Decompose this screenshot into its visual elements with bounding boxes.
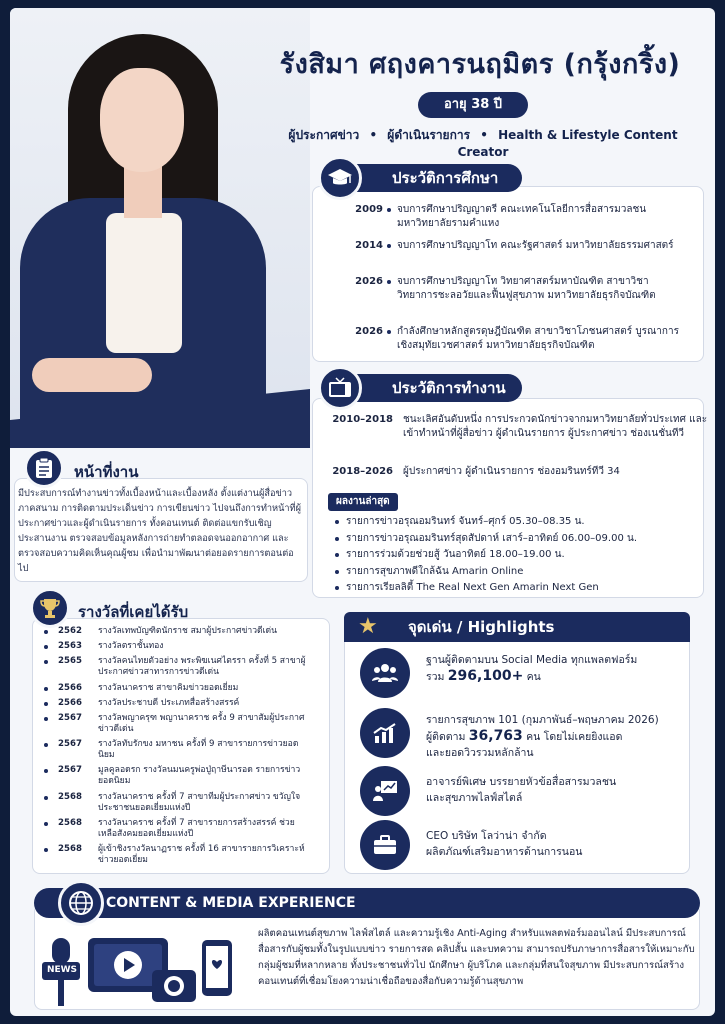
briefcase-icon	[360, 820, 410, 870]
highlight-text	[426, 712, 696, 761]
role-0: ผู้ประกาศข่าว	[288, 128, 360, 142]
award-year: 2568	[58, 791, 82, 802]
award-text: รางวัลตราชั้นทอง	[98, 641, 164, 652]
work-title: ประวัติการทำงาน	[340, 374, 522, 402]
highlight-prefix: ผู้ติดตาม	[426, 731, 469, 743]
award-text: รางวัลทับรักขง มหาชน ครั้งที่ 9 สาขารายการข่าวยอดนิยม	[98, 739, 299, 761]
award-year: 2567	[58, 739, 82, 750]
highlight-text	[426, 652, 696, 685]
work-text: ชนะเลิศอันดับหนึ่ง การประกวดนักข่าวจากมหาวิทยาลัยทั่วประเทศ และเข้าทำหน้าที่ผู้สื่อข่าว ผู้ดำเนินรายการ ผู้ประกาศข่าว ช่องเนชั่นทีวี	[403, 414, 708, 439]
highlight-text	[426, 828, 696, 860]
resume-sheet	[10, 8, 715, 1016]
award-item	[40, 626, 310, 637]
award-text: มูลคูลอดรก รางวัลนมนครูพ่อปู่ฤาษีนารอด รายการข่าวยอดนิยม	[98, 765, 301, 787]
education-text: จบการศึกษาปริญญาโท คณะรัฐศาสตร์ มหาวิทยาลัยธรรมศาสตร์	[397, 240, 674, 251]
highlight-line: CEO บริษัท โลว่าน่า จำกัด	[426, 830, 547, 842]
highlight-line: และสุขภาพไลฟ์สไตล์	[426, 792, 523, 804]
education-year: 2014	[355, 240, 383, 251]
award-year: 2565	[58, 656, 82, 667]
growth-chart-icon	[360, 708, 410, 758]
award-year: 2562	[58, 626, 82, 636]
latest-works-list	[332, 514, 707, 597]
latest-work-item: รายการร่วมด้วยช่วยสู้ วันอาทิตย์ 18.00–19.00 น.	[332, 547, 707, 564]
media-illustration	[40, 924, 240, 1014]
award-year: 2567	[58, 765, 82, 776]
latest-work-item: รายการเรียลลิตี้ The Real Next Gen Amarin Next Gen	[332, 580, 707, 597]
education-year: 2026	[355, 326, 383, 337]
award-item	[40, 818, 310, 840]
education-text: กำลังศึกษาหลักสูตรดุษฎีบัณฑิต สาขาวิชาโภชนศาสตร์ บูรณาการเชิงสมุทัยเวชศาสตร์ มหาวิทยาลัยธุรกิจบัณฑิต	[397, 326, 679, 351]
awards-list	[40, 626, 310, 870]
teacher-icon	[360, 766, 410, 816]
role-separator: •	[369, 128, 378, 142]
education-text: จบการศึกษาปริญญาโท วิทยาศาสตร์มหาบัณฑิต สาขาวิชาวิทยาการชะลอวัยและฟื้นฟูสุขภาพ มหาวิทยาลัยธุรกิจบัณฑิต	[397, 276, 656, 301]
highlight-line: ฐานผู้ติดตามบน Social Media ทุกแพลตฟอร์ม	[426, 654, 638, 666]
person-name: รังสิมา ศฤงคารนฤมิตร (กรุ้งกริ้ง)	[279, 49, 681, 80]
award-item	[40, 641, 310, 652]
award-text: รางวัลนาคราช ครั้งที่ 7 สาขารายการสร้างสรรค์ ช่วยเหลือสังคมยอดเยี่ยมแห่งปี	[98, 817, 295, 839]
highlight-suffix: คน	[523, 671, 541, 683]
award-item	[40, 683, 310, 694]
award-year: 2568	[58, 817, 82, 828]
highlight-suffix: คน โดยไม่เคยยิงแอด	[522, 731, 623, 743]
award-year: 2566	[58, 682, 82, 693]
award-item	[40, 713, 310, 735]
globe-icon	[58, 880, 104, 926]
highlight-line: และยอดวิวรวมหลักล้าน	[426, 747, 534, 759]
work-year: 2018–2026	[332, 466, 393, 477]
award-item	[40, 765, 310, 787]
award-item	[40, 792, 310, 814]
award-item	[40, 656, 310, 678]
work-year: 2010–2018	[332, 414, 393, 425]
award-item	[40, 739, 310, 761]
highlight-text	[426, 774, 696, 806]
education-year: 2026	[355, 276, 383, 287]
star-icon: ★	[358, 614, 378, 639]
graduation-cap-icon	[318, 156, 362, 200]
award-text: รางวัลนาคราช สาขาคิมข่าวยอดเยี่ยม	[98, 682, 239, 693]
award-text: รางวัลพญาครุฑ พญานาคราช ครั้ง 9 สาขาสัมผู้ประกาศข่าวดีเด่น	[98, 712, 305, 734]
latest-work-item: รายการข่าวอรุณอมรินทร์สุดสัปดาห์ เสาร์–อาทิตย์ 06.00–09.00 น.	[332, 531, 707, 548]
news-label: NEWS	[46, 965, 78, 975]
highlight-item	[360, 820, 690, 872]
award-item	[40, 844, 310, 866]
award-text: รางวัลนาคราช ครั้งที่ 7 สาขาทีมผู้ประกาศข่าว ขวัญใจประชาชนยอดเยี่ยมแห่งปี	[98, 791, 301, 813]
highlight-prefix: รวม	[426, 671, 448, 683]
highlight-line: ผลิตภัณฑ์เสริมอาหารด้านการนอน	[426, 846, 583, 858]
trophy-icon	[30, 588, 70, 628]
education-box	[312, 186, 704, 362]
highlight-line: รายการสุขภาพ 101 (กุมภาพันธ์–พฤษภาคม 2026)	[426, 714, 659, 726]
award-item	[40, 698, 310, 709]
role-2: Health & Lifestyle Content Creator	[457, 128, 678, 159]
highlight-item	[360, 766, 690, 818]
highlight-item	[360, 708, 690, 760]
highlight-number: 296,100+	[447, 668, 524, 684]
roles-line	[268, 126, 698, 159]
camera-icon	[152, 970, 196, 1002]
content-media-title: CONTENT & MEDIA EXPERIENCE	[34, 888, 700, 918]
duties-text: มีประสบการณ์ทำงานข่าวทั้งเบื้องหน้าและเบื้องหลัง ตั้งแต่งานผู้สื่อข่าวภาคสนาม การติดตามประเด็นข่าว การเขียนข่าว ไปจนถึงการทำหน้าที่ผู้ประกาศข่าวและผู้ดำเนินรายการ ทั้งคอนเทนต์ ติดต่อแขกรับเชิญ ประสานงาน ตรวจสอบข้อมูลหลังการถ่ายทำตลอดจนออกอากาศ และตรวจสอบความคิดเห็นคุณผู้ชม เพื่อนำมาพัฒนาต่อยอดรายการตอนต่อไป	[18, 488, 301, 574]
highlight-number: 36,763	[468, 728, 523, 744]
award-year: 2566	[58, 697, 82, 708]
role-separator: •	[480, 128, 488, 142]
latest-works-label: ผลงานล่าสุด	[328, 493, 398, 511]
award-year: 2567	[58, 712, 82, 723]
role-1: ผู้ดำเนินรายการ	[387, 128, 471, 142]
age-badge: อายุ 38 ปี	[418, 92, 528, 118]
latest-work-item: รายการข่าวอรุณอมรินทร์ จันทร์–ศุกร์ 05.30–08.35 น.	[332, 514, 707, 531]
award-text: ผู้เข้าชิงรางวัลนาฏราช ครั้งที่ 16 สาขารายการวิเคราะห์ข่าวยอดเยี่ยม	[98, 843, 305, 865]
award-year: 2563	[58, 641, 82, 652]
work-text: ผู้ประกาศข่าว ผู้ดำเนินรายการ ช่องอมรินทร์ทีวี 34	[403, 466, 620, 477]
award-text: รางวัลประชาบดี ประเภทสื่อสร้างสรรค์	[98, 697, 240, 708]
education-text: จบการศึกษาปริญญาตรี คณะเทคโนโลยีการสื่อสารมวลชน มหาวิทยาลัยรามคำแหง	[397, 204, 647, 229]
clipboard-icon	[24, 448, 64, 488]
award-year: 2568	[58, 843, 82, 854]
users-icon	[360, 648, 410, 698]
latest-work-item: รายการสุขภาพดีใกล้ฉัน Amarin Online	[332, 564, 707, 581]
education-year: 2009	[355, 204, 383, 215]
content-media-text: ผลิตคอนเทนต์สุขภาพ ไลฟ์สไตล์ และความรู้เชิง Anti-Aging สำหรับแพลตฟอร์มออนไลน์ มีประสบการณ์สื่อสารกับผู้ชมทั้งในรูปแบบข่าว รายการสด คลิปสั้น และบทความ สามารถปรับภาษาการสื่อสารให้เหมาะกับกลุ่มผู้ชมที่หลากหลาย ทั้งประชาชนทั่วไป นักศึกษา ผู้บริโภค และกลุ่มที่สนใจสุขภาพ มีประสบการณ์สร้างคอนเทนต์ที่เชื่อมโยงความน่าเชื่อถือของสื่อกับความรู้ด้านสุขภาพ	[258, 928, 695, 987]
smartphone-icon	[202, 940, 232, 996]
duties-title: หน้าที่งาน	[74, 463, 139, 481]
award-text: รางวัลเทพบัญฑิตนักราช สมาผู้ประกาศข่าวดีเด่น	[98, 626, 278, 636]
highlight-line: อาจารย์พิเศษ บรรยายหัวข้อสื่อสารมวลชน	[426, 776, 617, 788]
highlights-title: จุดเด่น / Highlights	[344, 612, 690, 642]
education-title: ประวัติการศึกษา	[340, 164, 522, 192]
tv-icon	[318, 366, 362, 410]
awards-title: รางวัลที่เคยได้รับ	[78, 603, 189, 621]
award-text: รางวัลคนไทยตัวอย่าง พระพิฆเนศไตรรา ครั้งที่ 5 สาขาผู้ประกาศข่าวสาทารการข่าวดีเด่น	[98, 656, 306, 678]
highlight-item	[360, 648, 690, 700]
